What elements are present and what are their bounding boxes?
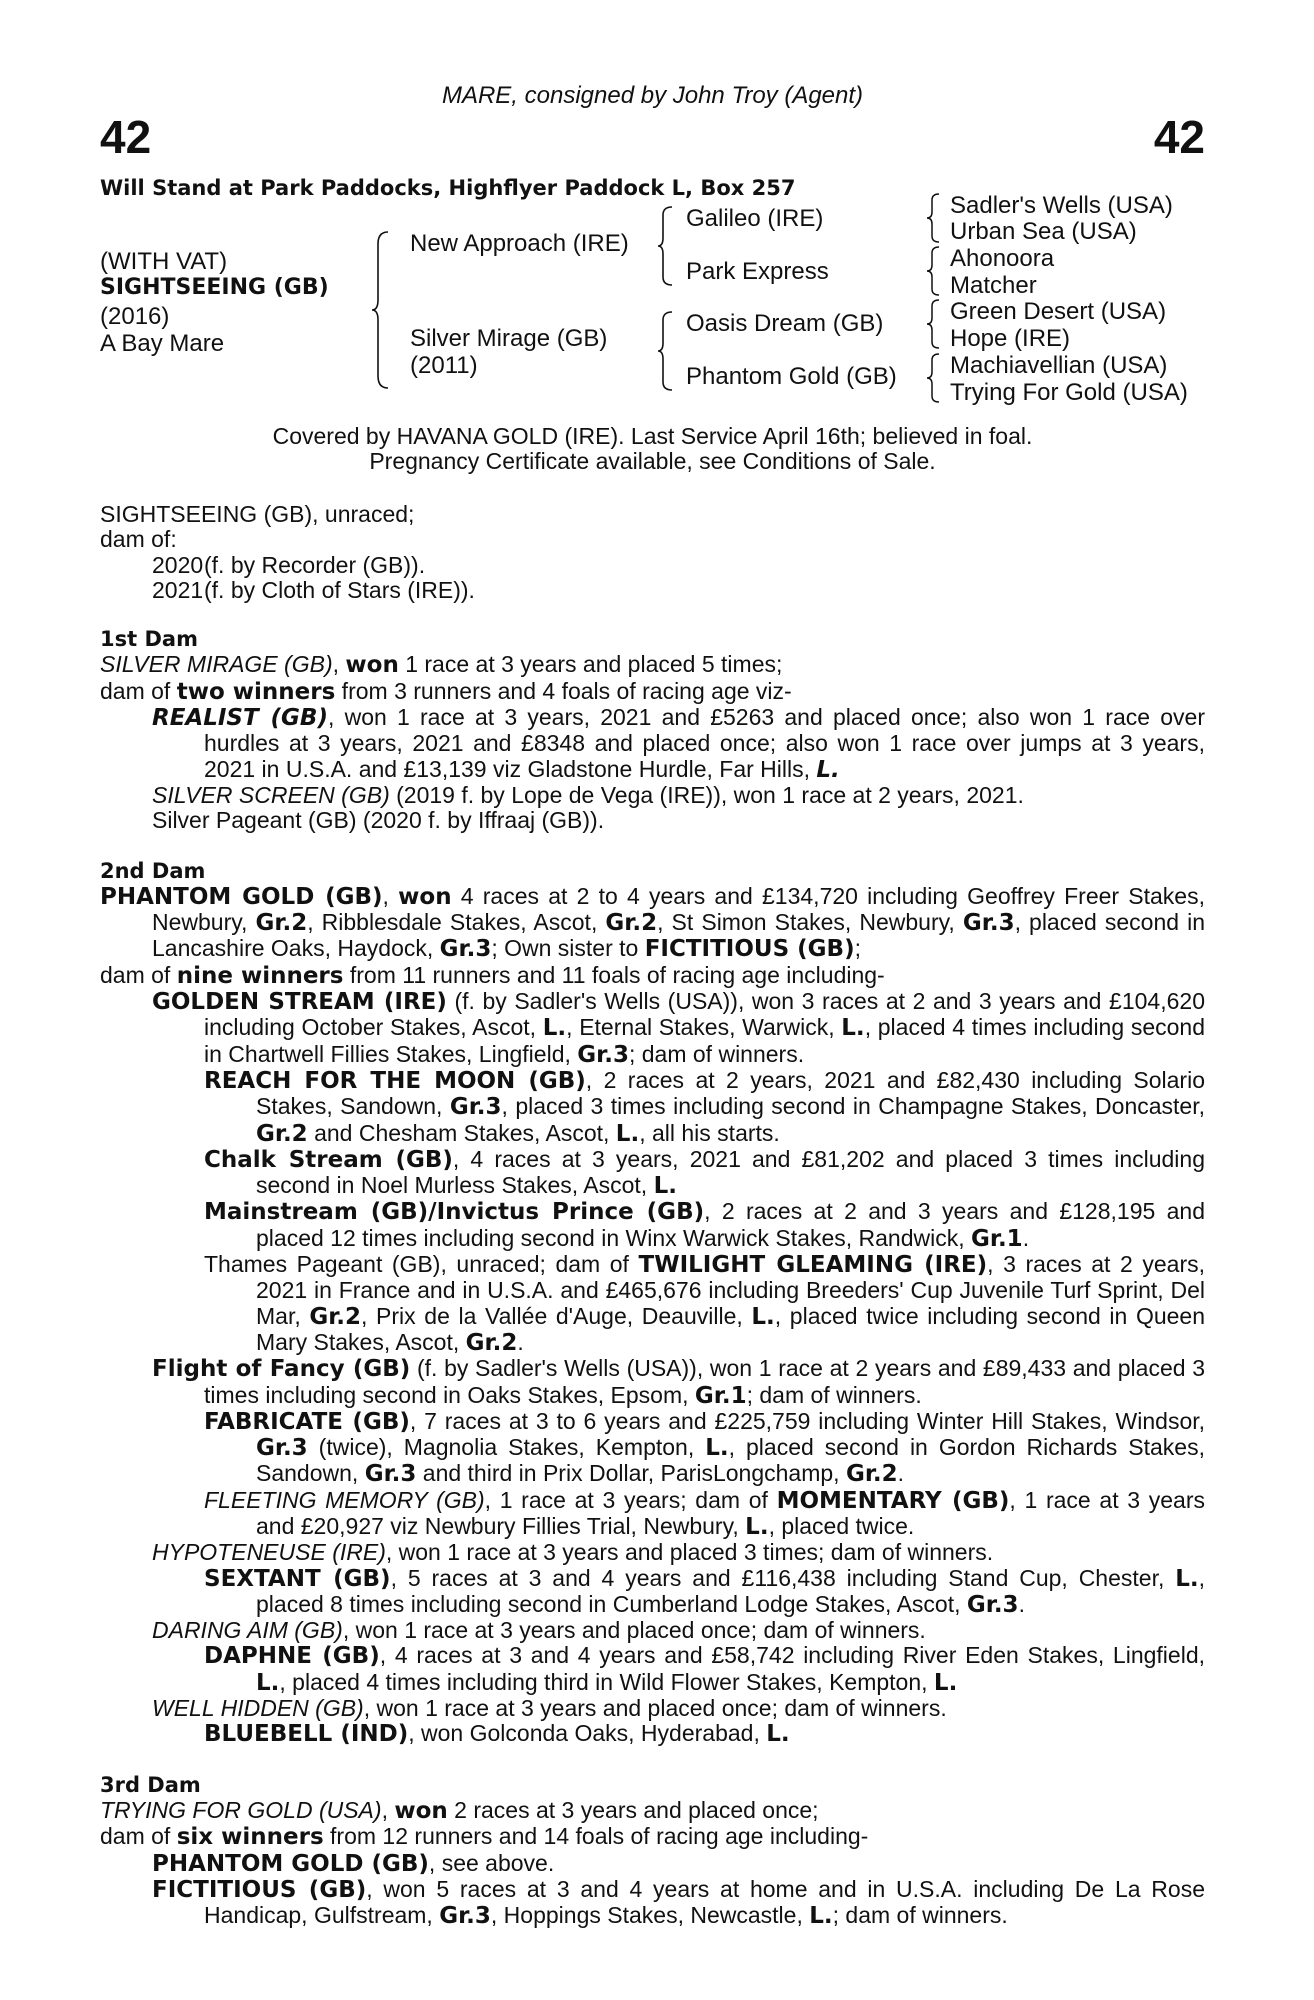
covered-line-2: Pregnancy Certificate available, see Conditions of Sale. (369, 448, 936, 474)
brace-dam (656, 310, 676, 392)
second-dam-produce: dam of nine winners from 11 runners and 11 foals of racing age including- (100, 961, 885, 989)
second-dam-heading: 2nd Dam (100, 858, 206, 883)
produce-foal: (f. by Recorder (GB)). (204, 551, 426, 578)
gg-1: Sadler's Wells (USA) (950, 192, 1173, 219)
produce-foal: (f. by Cloth of Stars (IRE)). (204, 576, 475, 603)
pedigree-table (100, 192, 1205, 446)
progeny-daphne: DAPHNE (GB), 4 races at 3 and 4 years and £58,742 including River Eden Stakes, Lingfield, L., placed 4 times including third in Wild Flower Stakes, Kempton, L. (204, 1642, 1205, 1696)
brace-g34 (925, 245, 943, 297)
sire-sire: Galileo (IRE) (686, 205, 824, 232)
progeny-sextant: SEXTANT (GB), 5 races at 3 and 4 years and £116,438 including Stand Cup, Chester, L., placed 8 times including second in Cumberland Lodge Stakes, Ascot, Gr.3. (204, 1564, 1206, 1618)
produce-year: 2020 (152, 551, 204, 578)
gg-2: Urban Sea (USA) (950, 218, 1137, 245)
gg-6: Hope (IRE) (950, 325, 1071, 352)
dam: Silver Mirage (GB) (410, 325, 608, 352)
third-dam-record: TRYING FOR GOLD (USA), won 2 races at 3 years and placed once; (100, 1796, 819, 1824)
progeny-fabricate: FABRICATE (GB), 7 races at 3 to 6 years and £225,759 including Winter Hill Stakes, Windsor, Gr.3 (twice), Magnolia Stakes, Kempton, L., placed second in Gordon Richards Stakes, Sandown, Gr.3 and third in Prix Dollar, ParisLongchamp, Gr.2. (204, 1407, 1206, 1488)
dam-sire: Oasis Dream (GB) (686, 310, 884, 337)
brace-sire (656, 205, 676, 287)
gg-8: Trying For Gold (USA) (950, 379, 1188, 406)
third-dam-section (100, 1773, 1205, 1930)
produce-row (100, 578, 1205, 603)
progeny-golden-stream: GOLDEN STREAM (IRE) (f. by Sadler's Wells (USA)), won 3 races at 2 and 3 years and £104,620 including October Stakes, Ascot, L., Eternal Stakes, Warwick, L., placed 4 times including second in Chartwell Fillies Stakes, Lingfield, Gr.3; dam of winners. (152, 988, 1206, 1068)
progeny-thames-pageant: Thames Pageant (GB), unraced; dam of TWILIGHT GLEAMING (IRE), 3 races at 2 years, 2021 in France and in U.S.A. and £465,676 including Breeders' Cup Juvenile Turf Sprint, Del Mar, Gr.2, Prix de la Vallée d'Auge, Deauville, L., placed twice including second in Queen Mary Stakes, Ascot, Gr.2. (204, 1251, 1205, 1356)
first-dam-record: SILVER MIRAGE (GB), won 1 race at 3 years and placed 5 times; (100, 651, 783, 679)
progeny-daring-aim: DARING AIM (GB), won 1 race at 3 years and placed once; dam of winners. (152, 1617, 926, 1644)
brace-g78 (925, 352, 943, 404)
progeny-reach-for-the-moon: REACH FOR THE MOON (GB), 2 races at 2 years, 2021 and £82,430 including Solario Stakes, Sandown, Gr.3, placed 3 times including second in Champagne Stakes, Doncaster, Gr.2 and Chesham Stakes, Ascot, L., all his starts. (204, 1066, 1205, 1147)
gg-7: Machiavellian (USA) (950, 352, 1168, 379)
second-dam-record: PHANTOM GOLD (GB), won 4 races at 2 to 4 years and £134,720 including Geoffrey Freer Stakes, Newbury, Gr.2, Ribblesdale Stakes, Ascot, Gr.2, St Simon Stakes, Newbury, Gr.3, placed second in Lancashire Oaks, Haydock, Gr.3; Own sister to FICTITIOUS (GB); (100, 882, 1206, 963)
produce-row (100, 553, 1205, 578)
covered-line-1: Covered by HAVANA GOLD (IRE). Last Service April 16th; believed in foal. (272, 423, 1033, 449)
sire: New Approach (IRE) (410, 230, 629, 257)
gg-3: Ahonoora (950, 245, 1055, 272)
horse-name: SIGHTSEEING (GB) (100, 275, 329, 300)
progeny-fleeting-memory: FLEETING MEMORY (GB), 1 race at 3 years; dam of MOMENTARY (GB), 1 race at 3 years and £20,927 viz Newbury Fillies Trial, Newbury, L., placed twice. (204, 1486, 1205, 1540)
first-dam-heading: 1st Dam (100, 627, 198, 652)
gg-4: Matcher (950, 272, 1037, 299)
progeny-silver-pageant: Silver Pageant (GB) (2020 f. by Iffraaj (GB)). (152, 807, 605, 834)
sire-dam: Park Express (686, 258, 829, 285)
catalogue-page (100, 82, 1205, 1929)
progeny-bluebell: BLUEBELL (IND), won Golconda Oaks, Hyderabad, L. (204, 1720, 790, 1748)
produce-intro: SIGHTSEEING (GB), unraced; (100, 501, 415, 527)
progeny-realist: REALIST (GB), won 1 race at 3 years, 2021 and £5263 and placed once; also won 1 race over hurdles at 3 years, 2021 and £8348 and placed once; also won 1 race over jumps at 3 years, 2021 in U.S.A. and £13,139 viz Gladstone Hurdle, Far Hills, L. (152, 704, 1205, 783)
produce-dam-of: dam of: (100, 526, 177, 553)
first-dam-produce: dam of two winners from 3 runners and 4 foals of racing age viz- (100, 677, 792, 705)
brace-g12 (925, 192, 943, 244)
progeny-chalk-stream: Chalk Stream (GB), 4 races at 3 years, 2021 and £81,202 and placed 3 times including second in Noel Murless Stakes, Ascot, L. (204, 1145, 1205, 1200)
first-dam-section (100, 627, 1205, 833)
progeny-silver-screen: SILVER SCREEN (GB) (2019 f. by Lope de Vega (IRE)), won 1 race at 2 years, 2021. (152, 781, 1024, 808)
progeny-mainstream: Mainstream (GB)/Invictus Prince (GB), 2 races at 2 and 3 years and £128,195 and placed 12 times including second in Winx Warwick Stakes, Randwick, Gr.1. (204, 1198, 1205, 1252)
consignor-line: MARE, consigned by John Troy (Agent) (441, 82, 864, 109)
lot-number-left: 42 (100, 111, 152, 163)
third-dam-heading: 3rd Dam (100, 1772, 201, 1797)
progeny-well-hidden: WELL HIDDEN (GB), won 1 race at 3 years and placed once; dam of winners. (152, 1695, 947, 1722)
produce-record (100, 502, 1205, 603)
vat-note: (WITH VAT) (100, 248, 228, 275)
horse-description: A Bay Mare (100, 330, 225, 357)
progeny-hypoteneuse: HYPOTENEUSE (IRE), won 1 race at 3 years and placed 3 times; dam of winners. (152, 1539, 994, 1566)
dam-dam: Phantom Gold (GB) (686, 363, 897, 390)
brace-g56 (925, 298, 943, 350)
horse-year: (2016) (100, 303, 170, 330)
produce-year: 2021 (152, 576, 204, 603)
stabling-location: Will Stand at Park Paddocks, Highflyer Paddock L, Box 257 (100, 176, 796, 200)
progeny-phantom-gold: PHANTOM GOLD (GB), see above. (152, 1849, 555, 1877)
progeny-fictitious: FICTITIOUS (GB), won 5 races at 3 and 4 years at home and in U.S.A. including De La Rose Handicap, Gulfstream, Gr.3, Hoppings Stakes, Newcastle, L.; dam of winners. (152, 1875, 1205, 1930)
second-dam-section (100, 859, 1205, 1748)
brace-main (370, 230, 392, 390)
lot-header (100, 82, 1205, 172)
third-dam-produce: dam of six winners from 12 runners and 14 foals of racing age including- (100, 1823, 869, 1851)
lot-number-right: 42 (1153, 111, 1205, 163)
gg-5: Green Desert (USA) (950, 298, 1167, 325)
dam-year: (2011) (410, 352, 478, 379)
progeny-flight-of-fancy: Flight of Fancy (GB) (f. by Sadler's Wells (USA)), won 1 race at 2 years and £89,433 and placed 3 times including second in Oaks Stakes, Epsom, Gr.1; dam of winners. (152, 1355, 1205, 1409)
